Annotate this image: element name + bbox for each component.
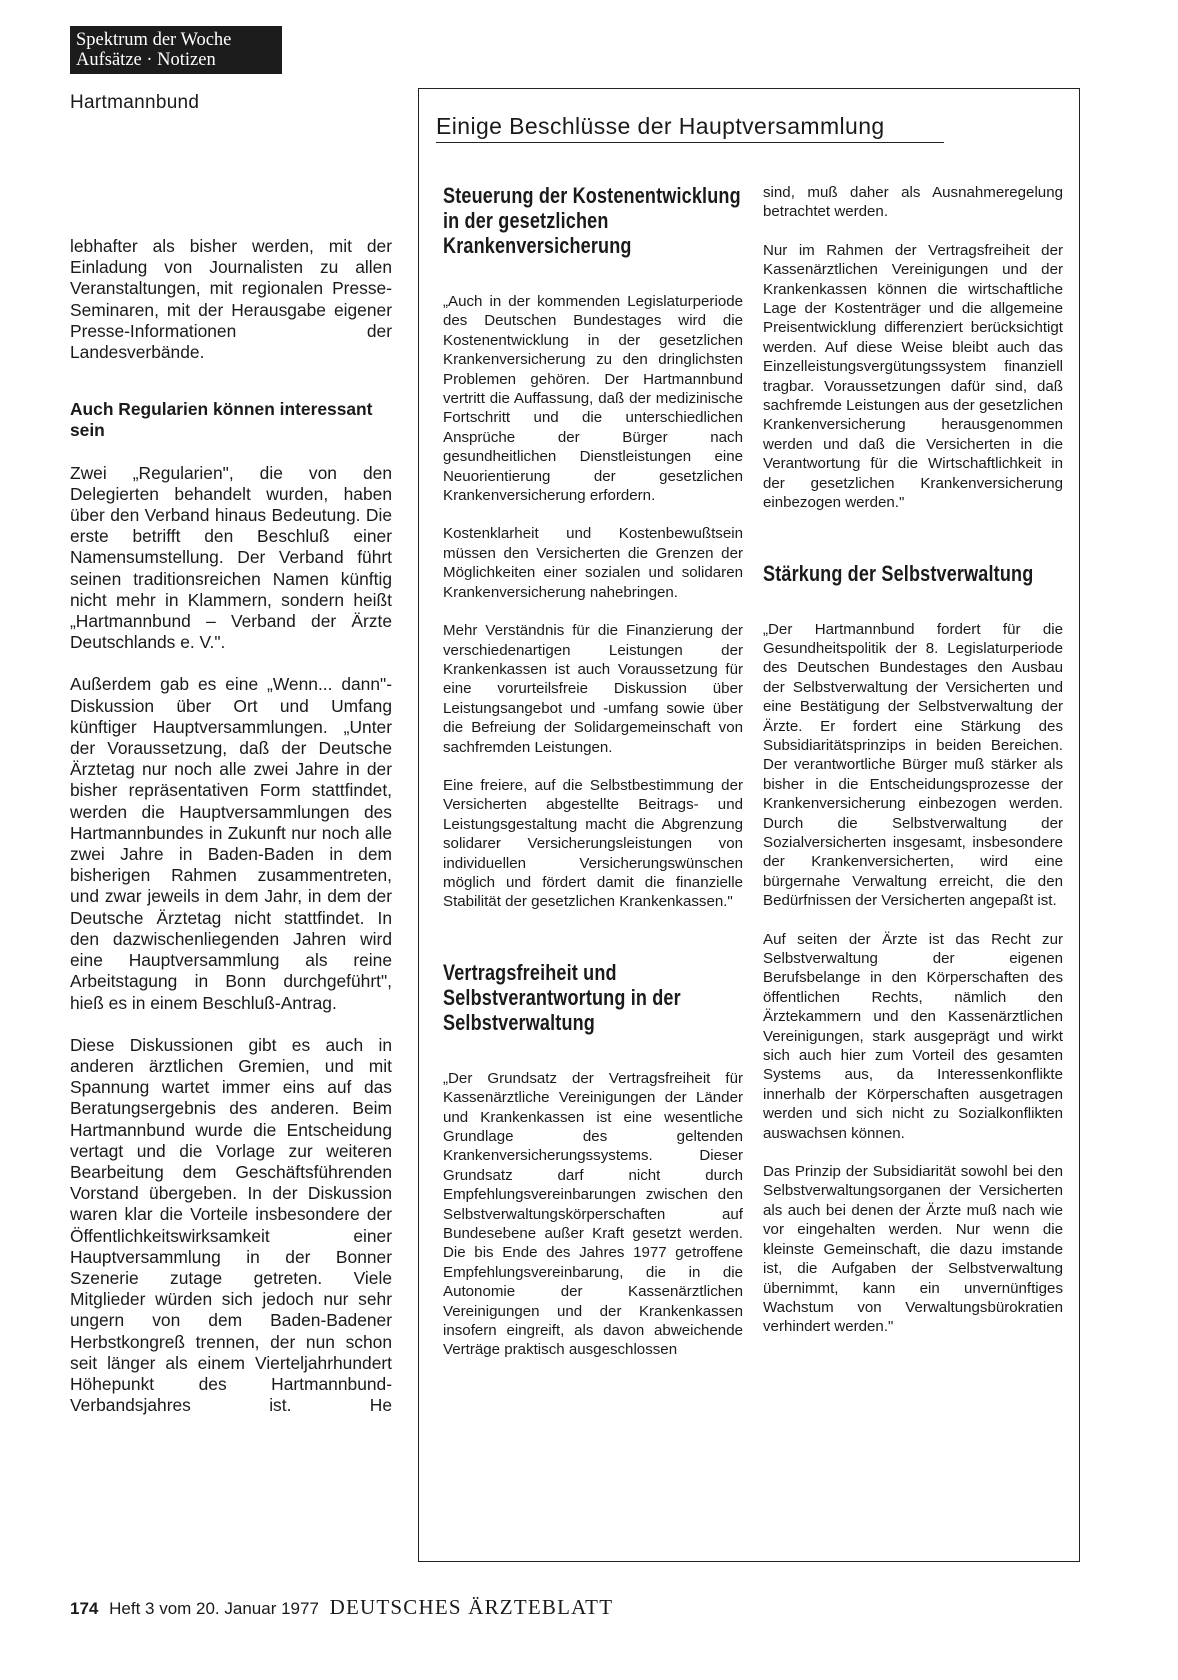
box-paragraph: Das Prinzip der Subsidiarität sowohl bei den Selbstverwaltungsorganen der Versicherten als auch bei denen der Ärzte muß nach wie vor eingehalten werden. Nur wenn die kleinste Gemeinschaft, die dazu imstande ist, die Aufgaben der Selbstverwaltung übernimmt, kann ein unvernünftiges Wachstum von Verwaltungsbürokratien verhindert werden." — [763, 1163, 1063, 1336]
box-paragraph: Nur im Rahmen der Vertragsfreiheit der Kassenärztlichen Vereinigungen und der Krankenkassen können die wirtschaftliche Lage der Kostenträger und die allgemeine Preisentwicklung differenziert berücksichtigt werden. Auf diese Weise bleibt auch das Einzelleistungsvergütungssystem finanziell tragbar. Voraussetzungen dafür sind, daß sachfremde Leistungen aus der gesetzlichen Krankenversicherung herausgenommen werden und daß die Versicherten in die Verantwortung für die Wirtschaftlichkeit in der gesetzlichen Krankenversicherung einbezogen werden." — [763, 241, 1063, 512]
left-paragraph-4: Diese Diskussionen gibt es auch in anderen ärztlichen Gremien, und mit Spannung wartet immer eins auf das Beratungsergebnis des anderen. Beim Hartmannbund wurde die Entscheidung vertagt und die Vorlage zur weiteren Bearbeitung dem Geschäftsführenden Vorstand übergeben. In der Diskussion waren klar die Vorteile insbesondere der Öffentlichkeitswirksamkeit einer Hauptversammlung in der Bonner Szenerie zutage getreten. Viele Mitglieder würden sich jedoch nur sehr ungern von dem Baden-Badener Herbstkongreß trennen, der nun schon seit länger als einem Vierteljahrhundert Höhepunkt des Hartmannbund-Verbandsjahres ist. He — [70, 1034, 392, 1416]
box-column-1 — [443, 183, 743, 1379]
box-paragraph: sind, muß daher als Ausnahmeregelung betrachtet werden. — [763, 184, 1063, 221]
left-paragraph-3: Außerdem gab es eine „Wenn... dann"-Diskussion über Ort und Umfang künftiger Hauptversammlungen. „Unter der Voraussetzung, daß der Deutsche Ärztetag nur noch alle zwei Jahre in der bisher repräsentativen Form stattfindet, werden die Hauptversammlungen des Hartmannbundes in Zukunft nur noch alle zwei Jahre in Baden-Baden in dem bisherigen Rahmen zusammentreten, und zwar jeweils in dem Jahr, in dem der Deutsche Ärztetag nicht stattfindet. In den dazwischenliegenden Jahren wird eine Hauptversammlung als reine Arbeitstagung in Bonn durchgeführt", hieß es in einem Beschluß-Antrag. — [70, 674, 392, 1013]
section-label: Hartmannbund — [70, 92, 200, 113]
masthead-line2: Aufsätze · Notizen — [76, 50, 216, 70]
section-heading-kosten: Steuerung der Kostenentwicklung in der gesetzlichen Krankenversicherung — [443, 183, 741, 258]
publication-name: DEUTSCHES ÄRZTEBLATT — [329, 1595, 614, 1619]
box-paragraph: „Auch in der kommenden Legislaturperiode des Deutschen Bundestages wird die Kostenentwicklung in der gesetzlichen Krankenversicherung zu den dringlichsten Problemen gehören. Der Hartmannbund vertritt die Auffassung, daß der medizinische Fortschritt und die unterschiedlichen Ansprüche der Bürger nach gesundheitlichen Dienstleistungen eine Neuorientierung der gesetzlichen Krankenversicherung erfordern. — [443, 293, 743, 505]
box-paragraph: Kostenklarheit und Kostenbewußtsein müssen den Versicherten die Grenzen der Möglichkeiten einer sozialen und solidaren Krankenversicherung nahebringen. — [443, 525, 743, 601]
left-paragraph-1: lebhafter als bisher werden, mit der Einladung von Journalisten zu allen Veranstaltungen, mit regionalen Presse-Seminaren, mit der Herausgabe eigener Presse-Informationen der Landesverbände. — [70, 236, 392, 363]
box-title: Einige Beschlüsse der Hauptversammlung — [436, 113, 944, 143]
page-footer — [70, 1595, 613, 1620]
left-paragraph-2: Zwei „Regularien", die von den Delegierten behandelt wurden, haben über den Verband hinaus Bedeutung. Die erste betrifft den Beschluß einer Namensumstellung. Der Verband führt seinen traditionsreichen Namen künftig nicht mehr in Klammern, sondern heißt „Hartmannbund – Verband der Ärzte Deutschlands e. V.". — [70, 462, 392, 653]
left-subheading: Auch Regularien können interessant sein — [70, 399, 373, 441]
box-column-2 — [763, 183, 1063, 1356]
issue-info: Heft 3 vom 20. Januar 1977 — [109, 1599, 319, 1618]
box-paragraph: Mehr Verständnis für die Finanzierung der verschiedenartigen Leistungen der Krankenkassen ist auch Voraussetzung für eine vorurteilsfreie Diskussion über Leistungsangebot und -umfang sowie über die Befreiung der Solidargemeinschaft von sachfremden Leistungen. — [443, 622, 743, 756]
page-number: 174 — [70, 1599, 99, 1618]
section-heading-selbstverwaltung: Stärkung der Selbstverwaltung — [763, 560, 1034, 586]
masthead-line1: Spektrum der Woche — [76, 30, 232, 50]
box-paragraph: Eine freiere, auf die Selbstbestimmung der Versicherten abgestellte Beitrags- und Leistungsgestaltung macht die Abgrenzung solidarer Versicherungsleistungen von individuellen Versicherungswünschen möglich und fördert damit die finanzielle Stabilität der gesetzlichen Krankenkassen." — [443, 776, 743, 911]
box-paragraph: „Der Hartmannbund fordert für die Gesundheitspolitik der 8. Legislaturperiode des Deutschen Bundestages den Ausbau der Selbstverwaltung der Versicherten und eine Bestätigung der Selbstverwaltung der Ärzte. Er fordert eine Stärkung des Subsidiaritätsprinzips in beiden Bereichen. Der verantwortliche Bürger muß stärker als bisher in die Entscheidungsprozesse der Krankenversicherung einbezogen werden. Durch die Selbstverwaltung der Sozialversicherten insgesamt, insbesondere der Krankenversicherten, wird eine bürgernahe Verwaltung erreicht, die den Bedürfnissen der Versicherten angepaßt ist. — [763, 620, 1063, 910]
box-paragraph: „Der Grundsatz der Vertragsfreiheit für Kassenärztliche Vereinigungen der Länder und Krankenkassen ist eine wesentliche Grundlage des geltenden Krankenversicherungssystems. Dieser Grundsatz darf nicht durch Empfehlungsvereinbarungen zwischen den Selbstverwaltungskörperschaften auf Bundesebene außer Kraft gesetzt werden. Die bis Ende des Jahres 1977 getroffene Empfehlungsvereinbarung, die in die Autonomie der Kassenärztlichen Vereinigungen und der Krankenkassen insofern eingreift, als davon abweichende Verträge praktisch ausgeschlossen — [443, 1069, 743, 1359]
section-heading-vertragsfreiheit: Vertragsfreiheit und Selbstverantwortung in der Selbstverwaltung — [443, 959, 681, 1035]
left-column — [70, 236, 392, 1437]
masthead — [70, 26, 282, 74]
box-paragraph: Auf seiten der Ärzte ist das Recht zur Selbstverwaltung der eigenen Berufsbelange in den Körperschaften des öffentlichen Rechts, nämlich den Ärztekammern und den Kassenärztlichen Vereinigungen, stark ausgeprägt und wirkt sich auch hier zum Vorteil des gesamten Systems aus, da Interessenkonflikte innerhalb der Körperschaften ausgetragen werden und sich nicht zu Sozialkonflikten auswachsen können. — [763, 930, 1063, 1142]
